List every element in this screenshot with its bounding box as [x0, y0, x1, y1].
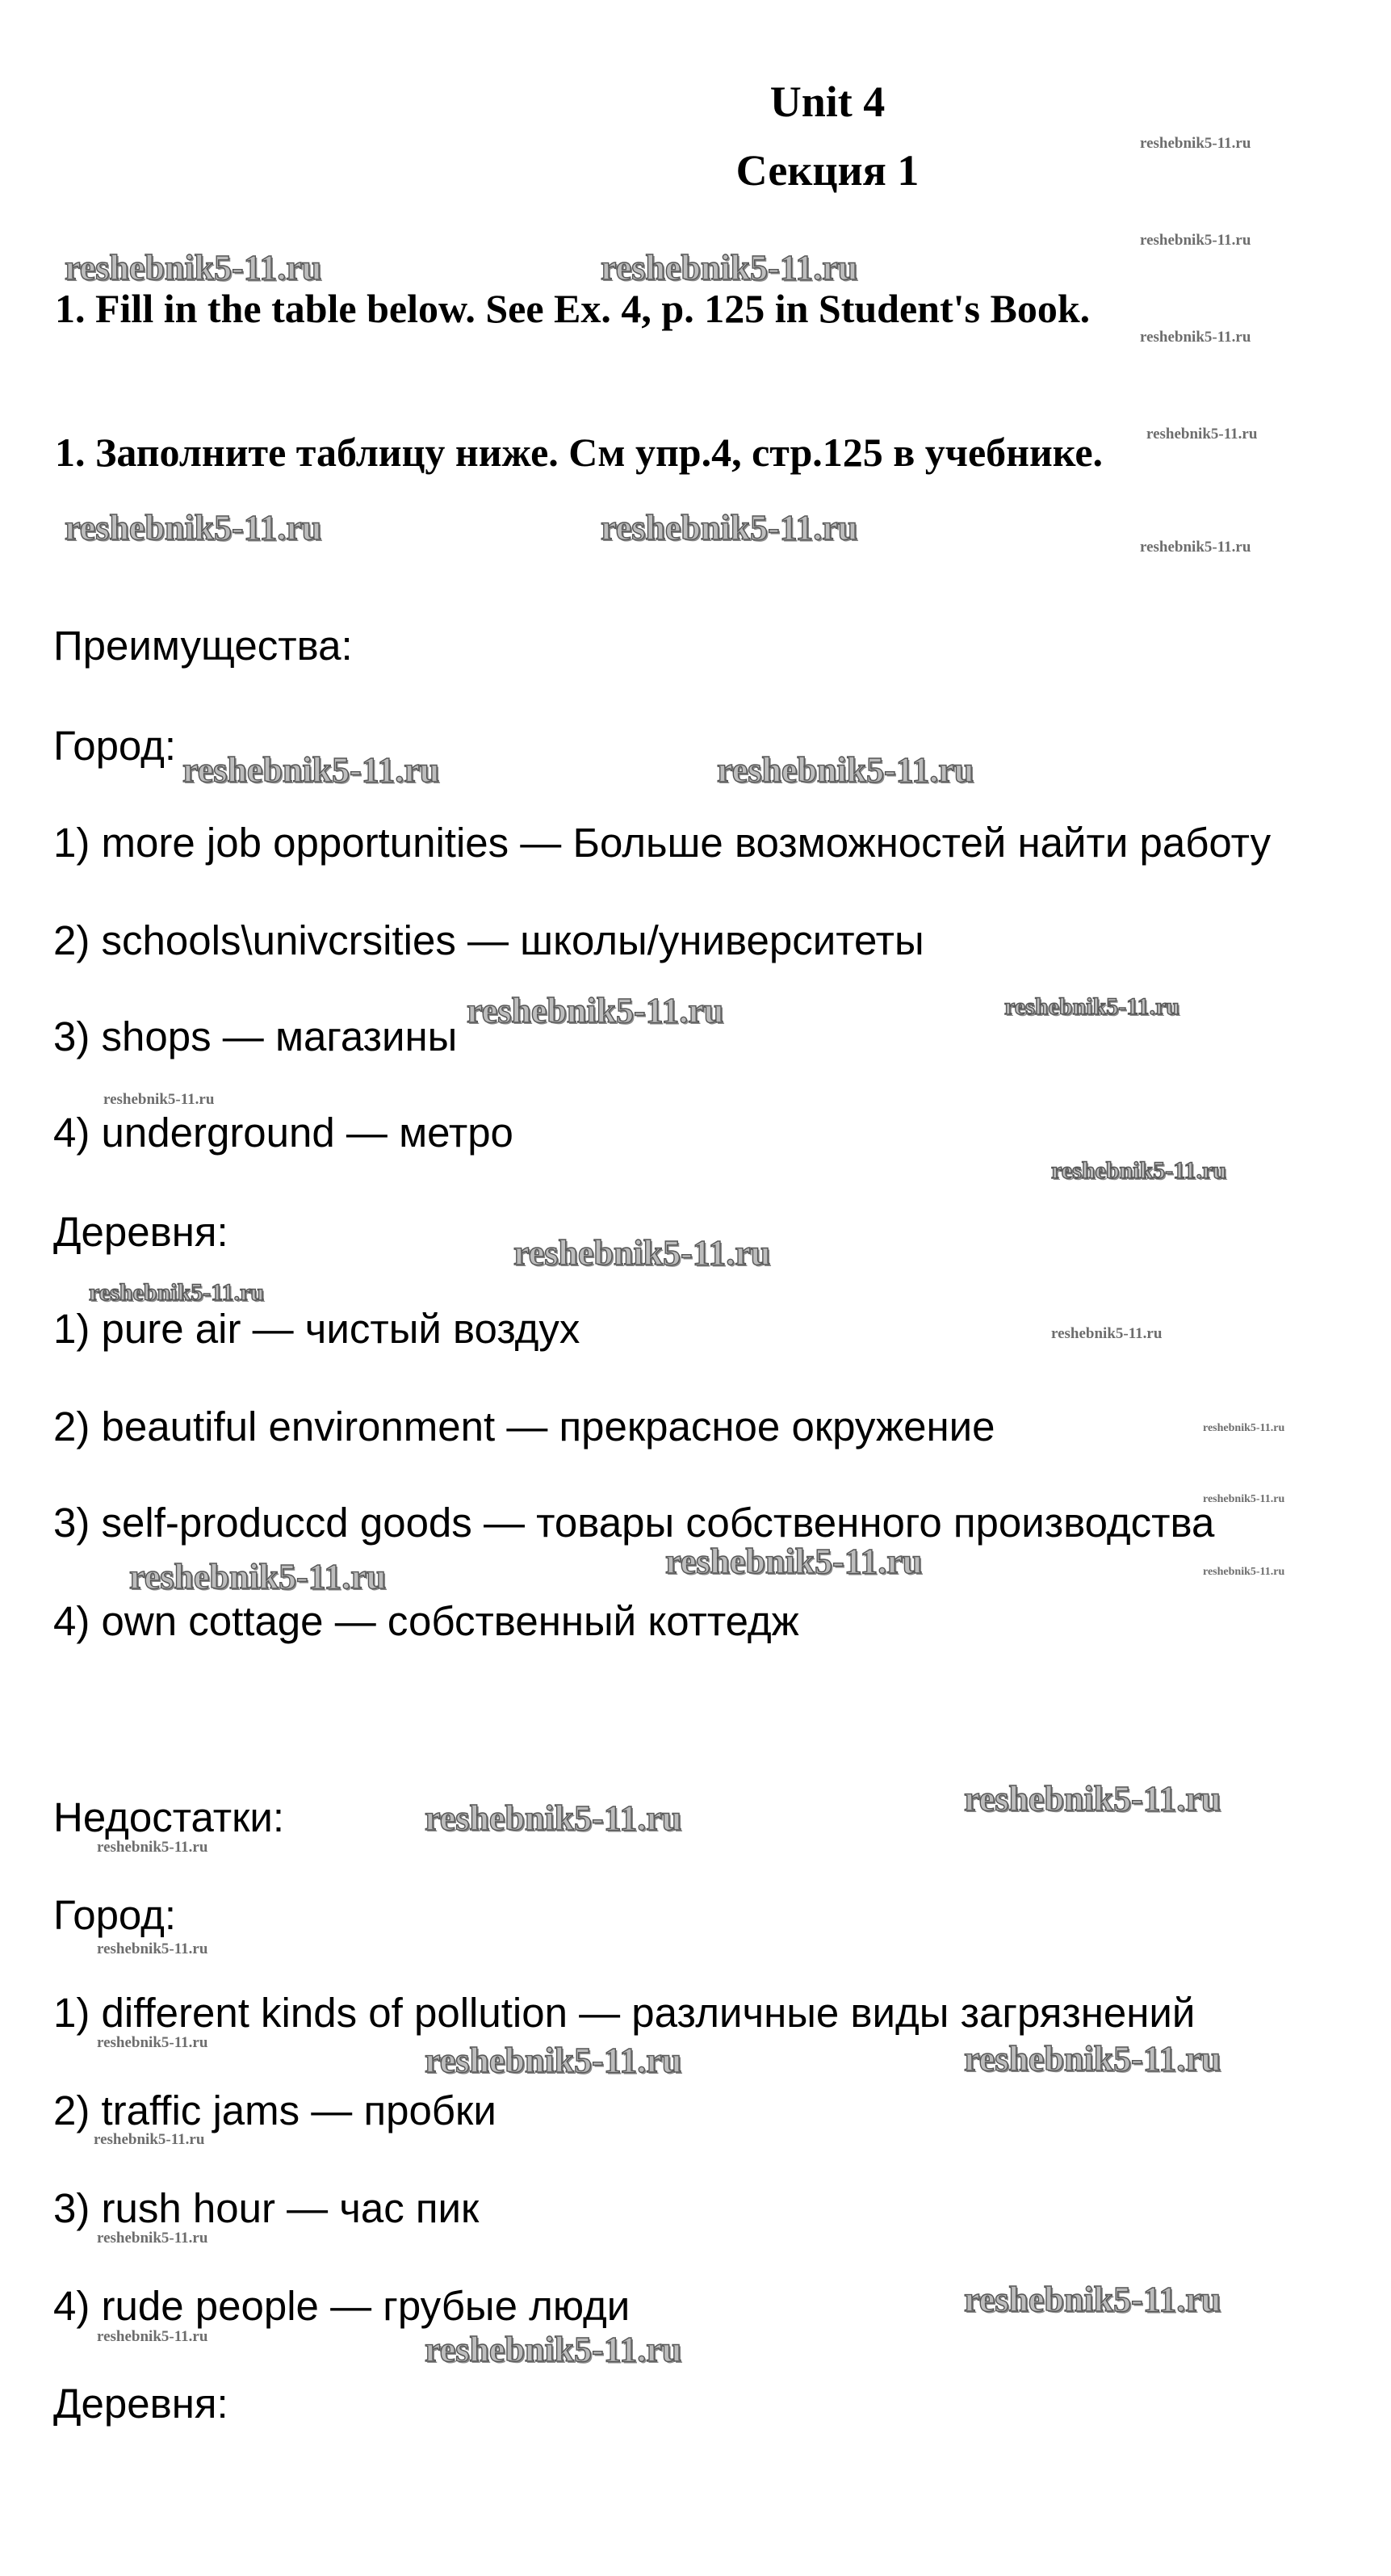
watermark: reshebnik5-11.ru: [665, 1542, 923, 1581]
advantages-village-label: Деревня:: [53, 1209, 228, 1255]
watermark: reshebnik5-11.ru: [513, 1233, 771, 1273]
watermark: reshebnik5-11.ru: [601, 248, 858, 287]
watermark: reshebnik5-11.ru: [97, 2230, 208, 2247]
watermark: reshebnik5-11.ru: [65, 248, 322, 287]
advantages-village-item-4: 4) own cottage — собственный коттедж: [53, 1598, 799, 1644]
watermark: reshebnik5-11.ru: [467, 991, 724, 1030]
watermark: reshebnik5-11.ru: [97, 1839, 208, 1856]
watermark: reshebnik5-11.ru: [1140, 232, 1251, 249]
watermark: reshebnik5-11.ru: [97, 2034, 208, 2051]
disadvantages-city-label: Город:: [53, 1892, 177, 1938]
disadvantages-city-item-4: 4) rude people — грубые люди: [53, 2283, 631, 2329]
watermark: reshebnik5-11.ru: [1004, 993, 1179, 1020]
advantages-city-item-2: 2) schools\univcrsities — школы/университеты: [53, 917, 924, 963]
watermark: reshebnik5-11.ru: [964, 1779, 1221, 1819]
watermark: reshebnik5-11.ru: [1203, 1493, 1285, 1505]
watermark: reshebnik5-11.ru: [182, 750, 440, 790]
watermark: reshebnik5-11.ru: [89, 1279, 264, 1306]
watermark: reshebnik5-11.ru: [1051, 1157, 1226, 1184]
exercise-title-en: 1. Fill in the table below. See Ex. 4, p. 125 in Student's Book.: [55, 286, 1091, 331]
watermark: reshebnik5-11.ru: [425, 1798, 682, 1838]
watermark: reshebnik5-11.ru: [601, 508, 858, 548]
watermark: reshebnik5-11.ru: [1203, 1422, 1285, 1434]
advantages-village-item-1: 1) pure air — чистый воздух: [53, 1306, 580, 1352]
disadvantages-heading: Недостатки:: [53, 1794, 285, 1840]
watermark: reshebnik5-11.ru: [425, 2330, 682, 2369]
watermark: reshebnik5-11.ru: [1203, 1566, 1285, 1578]
advantages-city-item-3: 3) shops — магазины: [53, 1013, 458, 1059]
watermark: reshebnik5-11.ru: [97, 1940, 208, 1957]
advantages-village-item-3: 3) self-produccd goods — товары собственного производства: [53, 1500, 1215, 1546]
section-title: Секция 1: [735, 146, 920, 195]
watermark: reshebnik5-11.ru: [1140, 329, 1251, 346]
watermark: reshebnik5-11.ru: [1146, 426, 1258, 443]
watermark: reshebnik5-11.ru: [1140, 539, 1251, 556]
disadvantages-city-item-3: 3) rush hour — час пик: [53, 2185, 480, 2231]
watermark: reshebnik5-11.ru: [964, 2280, 1221, 2319]
advantages-city-label: Город:: [53, 723, 177, 769]
unit-title: Unit 4: [769, 78, 886, 126]
exercise-title-ru: 1. Заполните таблицу ниже. См упр.4, стр.125 в учебнике.: [55, 430, 1104, 475]
watermark: reshebnik5-11.ru: [103, 1091, 215, 1108]
disadvantages-city-item-1: 1) different kinds of pollution — различные виды загрязнений: [53, 1990, 1196, 2036]
advantages-village-item-2: 2) beautiful environment — прекрасное окружение: [53, 1403, 995, 1450]
watermark: reshebnik5-11.ru: [1140, 135, 1251, 152]
watermark: reshebnik5-11.ru: [129, 1557, 387, 1596]
advantages-city-item-1: 1) more job opportunities — Больше возможностей найти работу: [53, 820, 1272, 866]
watermark: reshebnik5-11.ru: [65, 508, 322, 548]
watermark: reshebnik5-11.ru: [94, 2131, 205, 2148]
watermark: reshebnik5-11.ru: [1051, 1325, 1163, 1342]
watermark: reshebnik5-11.ru: [964, 2039, 1221, 2079]
disadvantages-village-label: Деревня:: [53, 2381, 228, 2427]
watermark: reshebnik5-11.ru: [97, 2328, 208, 2345]
watermark: reshebnik5-11.ru: [425, 2041, 682, 2080]
advantages-city-item-4: 4) underground — метро: [53, 1110, 513, 1156]
disadvantages-city-item-2: 2) traffic jams — пробки: [53, 2087, 496, 2133]
advantages-heading: Преимущества:: [53, 623, 353, 669]
watermark: reshebnik5-11.ru: [717, 750, 974, 790]
